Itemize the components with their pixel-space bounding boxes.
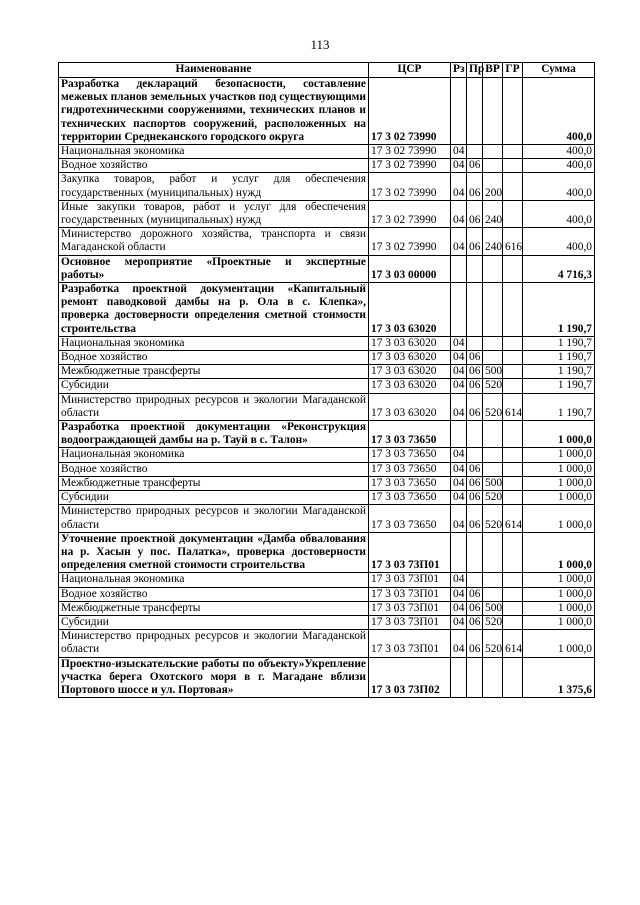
cell-csr: 17 3 03 63020: [369, 283, 451, 337]
cell-csr: 17 3 02 73990: [369, 228, 451, 255]
cell-csr: 17 3 02 73990: [369, 159, 451, 173]
table-row: [59, 393, 595, 420]
cell-pr: 06: [467, 601, 483, 615]
cell-vr: [483, 78, 503, 145]
cell-pr: 06: [467, 505, 483, 532]
cell-csr: 17 3 03 73650: [369, 421, 451, 448]
cell-gr: 616: [503, 228, 523, 255]
cell-name: Субсидии: [59, 615, 369, 629]
cell-sum: 1 000,0: [523, 573, 595, 587]
cell-csr: 17 3 03 73П01: [369, 573, 451, 587]
cell-name: Министерство природных ресурсов и экологии Магаданской области: [59, 505, 369, 532]
cell-gr: [503, 200, 523, 227]
cell-vr: [483, 448, 503, 462]
cell-gr: [503, 173, 523, 200]
header-name: Наименование: [59, 63, 369, 78]
cell-rz: 04: [451, 351, 467, 365]
cell-sum: 1 190,7: [523, 336, 595, 350]
cell-sum: 1 190,7: [523, 283, 595, 337]
cell-rz: 04: [451, 200, 467, 227]
cell-name: Водное хозяйство: [59, 462, 369, 476]
table-row: [59, 448, 595, 462]
cell-vr: [483, 336, 503, 350]
cell-name: Водное хозяйство: [59, 587, 369, 601]
cell-vr: [483, 159, 503, 173]
table-row: [59, 283, 595, 337]
cell-rz: [451, 657, 467, 698]
cell-name: Министерство природных ресурсов и экологии Магаданской области: [59, 630, 369, 657]
cell-name: Межбюджетные трансферты: [59, 476, 369, 490]
cell-vr: [483, 587, 503, 601]
cell-sum: 1 000,0: [523, 615, 595, 629]
cell-gr: [503, 379, 523, 393]
cell-sum: 400,0: [523, 78, 595, 145]
table-row: [59, 476, 595, 490]
header-vr: ВР: [483, 63, 503, 78]
table-row: [59, 505, 595, 532]
table-body: [59, 78, 595, 698]
cell-csr: 17 3 03 73650: [369, 491, 451, 505]
table-row: [59, 365, 595, 379]
cell-gr: [503, 365, 523, 379]
cell-csr: 17 3 03 73П01: [369, 630, 451, 657]
table-row: [59, 159, 595, 173]
cell-gr: [503, 145, 523, 159]
cell-csr: 17 3 02 73990: [369, 78, 451, 145]
cell-sum: 1 000,0: [523, 476, 595, 490]
cell-csr: 17 3 03 63020: [369, 336, 451, 350]
cell-pr: [467, 283, 483, 337]
cell-rz: [451, 255, 467, 282]
cell-pr: 06: [467, 630, 483, 657]
cell-name: Министерство дорожного хозяйства, транспорта и связи Магаданской области: [59, 228, 369, 255]
header-csr: ЦСР: [369, 63, 451, 78]
cell-name: Уточнение проектной документации «Дамба обвалования на р. Хасын у пос. Палатка», проверка достоверности определения сметной стоимости строительства: [59, 532, 369, 573]
cell-csr: 17 3 02 73990: [369, 145, 451, 159]
cell-name: Разработка деклараций безопасности, составление межевых планов земельных участков под существующими гидротехническими сооружениями, технических планов и технических паспортов сооружений, расположенных на территории Среднеканского городского округа: [59, 78, 369, 145]
cell-pr: [467, 255, 483, 282]
cell-rz: 04: [451, 587, 467, 601]
cell-vr: 500: [483, 365, 503, 379]
cell-csr: 17 3 03 63020: [369, 379, 451, 393]
cell-name: Водное хозяйство: [59, 351, 369, 365]
cell-csr: 17 3 02 73990: [369, 173, 451, 200]
cell-vr: [483, 532, 503, 573]
table-row: [59, 173, 595, 200]
cell-csr: 17 3 03 73650: [369, 462, 451, 476]
table-row: [59, 228, 595, 255]
cell-sum: 1 375,6: [523, 657, 595, 698]
cell-rz: 04: [451, 601, 467, 615]
cell-gr: [503, 462, 523, 476]
cell-gr: 614: [503, 630, 523, 657]
table-row: [59, 255, 595, 282]
cell-rz: 04: [451, 630, 467, 657]
cell-name: Основное мероприятие «Проектные и экспертные работы»: [59, 255, 369, 282]
header-sum: Сумма: [523, 63, 595, 78]
cell-vr: 520: [483, 615, 503, 629]
cell-name: Разработка проектной документации «Капитальный ремонт паводковой дамбы на р. Ола в с. Клепка», проверка достоверности определения сметной стоимости строительства: [59, 283, 369, 337]
cell-name: Иные закупки товаров, работ и услуг для обеспечения государственных (муниципальных) нужд: [59, 200, 369, 227]
cell-rz: 04: [451, 448, 467, 462]
cell-pr: [467, 421, 483, 448]
cell-name: Национальная экономика: [59, 336, 369, 350]
table-row: [59, 336, 595, 350]
cell-rz: 04: [451, 615, 467, 629]
cell-sum: 1 190,7: [523, 365, 595, 379]
cell-name: Проектно-изыскательские работы по объекту»Укрепление участка берега Охотского моря в г. Магадане вблизи Портового шоссе и ул. Портовая»: [59, 657, 369, 698]
cell-rz: [451, 283, 467, 337]
cell-pr: [467, 657, 483, 698]
cell-name: Водное хозяйство: [59, 159, 369, 173]
cell-csr: 17 3 03 00000: [369, 255, 451, 282]
table-row: [59, 532, 595, 573]
cell-rz: 04: [451, 505, 467, 532]
cell-rz: 04: [451, 573, 467, 587]
cell-pr: 06: [467, 393, 483, 420]
header-rz: Рз: [451, 63, 467, 78]
cell-gr: [503, 491, 523, 505]
cell-csr: 17 3 03 73П01: [369, 587, 451, 601]
cell-pr: 06: [467, 491, 483, 505]
cell-vr: [483, 462, 503, 476]
cell-name: Субсидии: [59, 491, 369, 505]
cell-pr: 06: [467, 173, 483, 200]
cell-pr: 06: [467, 476, 483, 490]
cell-vr: 240: [483, 228, 503, 255]
cell-pr: 06: [467, 587, 483, 601]
cell-sum: 1 190,7: [523, 351, 595, 365]
cell-sum: 1 000,0: [523, 491, 595, 505]
cell-gr: [503, 255, 523, 282]
cell-name: Закупка товаров, работ и услуг для обеспечения государственных (муниципальных) нужд: [59, 173, 369, 200]
cell-rz: 04: [451, 491, 467, 505]
table-row: [59, 615, 595, 629]
cell-name: Межбюджетные трансферты: [59, 601, 369, 615]
cell-csr: 17 3 02 73990: [369, 200, 451, 227]
cell-sum: 1 000,0: [523, 532, 595, 573]
table-header-row: [59, 63, 595, 78]
cell-gr: [503, 159, 523, 173]
table-row: [59, 421, 595, 448]
header-gr: ГР: [503, 63, 523, 78]
cell-vr: 500: [483, 476, 503, 490]
cell-pr: 06: [467, 159, 483, 173]
table-row: [59, 657, 595, 698]
cell-gr: [503, 336, 523, 350]
table-row: [59, 462, 595, 476]
cell-pr: 06: [467, 228, 483, 255]
cell-gr: [503, 476, 523, 490]
cell-rz: [451, 78, 467, 145]
cell-pr: 06: [467, 615, 483, 629]
cell-gr: 614: [503, 393, 523, 420]
cell-sum: 1 000,0: [523, 505, 595, 532]
cell-gr: [503, 532, 523, 573]
cell-gr: [503, 601, 523, 615]
cell-csr: 17 3 03 63020: [369, 351, 451, 365]
cell-sum: 400,0: [523, 159, 595, 173]
cell-pr: [467, 78, 483, 145]
cell-sum: 400,0: [523, 145, 595, 159]
cell-name: Разработка проектной документации «Реконструкция водоограждающей дамбы на р. Тауй в с. Талон»: [59, 421, 369, 448]
table-row: [59, 601, 595, 615]
table-row: [59, 145, 595, 159]
cell-csr: 17 3 03 73П01: [369, 601, 451, 615]
cell-rz: 04: [451, 393, 467, 420]
cell-gr: [503, 421, 523, 448]
cell-name: Национальная экономика: [59, 145, 369, 159]
table-row: [59, 573, 595, 587]
cell-pr: [467, 336, 483, 350]
cell-name: Субсидии: [59, 379, 369, 393]
cell-gr: [503, 657, 523, 698]
cell-gr: [503, 448, 523, 462]
cell-name: Министерство природных ресурсов и экологии Магаданской области: [59, 393, 369, 420]
cell-sum: 1 000,0: [523, 462, 595, 476]
cell-csr: 17 3 03 73П01: [369, 532, 451, 573]
cell-vr: 520: [483, 505, 503, 532]
cell-csr: 17 3 03 73650: [369, 448, 451, 462]
cell-rz: 04: [451, 228, 467, 255]
table-row: [59, 491, 595, 505]
cell-pr: [467, 145, 483, 159]
cell-sum: 400,0: [523, 228, 595, 255]
cell-rz: 04: [451, 173, 467, 200]
cell-vr: [483, 255, 503, 282]
cell-rz: 04: [451, 462, 467, 476]
cell-vr: [483, 573, 503, 587]
cell-name: Национальная экономика: [59, 573, 369, 587]
cell-rz: 04: [451, 336, 467, 350]
cell-csr: 17 3 03 63020: [369, 365, 451, 379]
cell-gr: [503, 615, 523, 629]
cell-gr: [503, 573, 523, 587]
table-row: [59, 630, 595, 657]
cell-pr: [467, 532, 483, 573]
cell-sum: 1 190,7: [523, 379, 595, 393]
cell-rz: [451, 421, 467, 448]
cell-vr: 520: [483, 379, 503, 393]
cell-pr: [467, 573, 483, 587]
cell-sum: 4 716,3: [523, 255, 595, 282]
cell-vr: [483, 283, 503, 337]
cell-vr: 520: [483, 491, 503, 505]
cell-rz: 04: [451, 476, 467, 490]
cell-vr: [483, 657, 503, 698]
cell-sum: 1 000,0: [523, 448, 595, 462]
cell-sum: 1 000,0: [523, 601, 595, 615]
cell-vr: [483, 421, 503, 448]
header-pr: Пр: [467, 63, 483, 78]
cell-sum: 1 190,7: [523, 393, 595, 420]
cell-gr: [503, 351, 523, 365]
cell-rz: 04: [451, 145, 467, 159]
cell-sum: 400,0: [523, 200, 595, 227]
cell-csr: 17 3 03 73650: [369, 505, 451, 532]
cell-name: Межбюджетные трансферты: [59, 365, 369, 379]
cell-pr: 06: [467, 365, 483, 379]
cell-vr: 520: [483, 393, 503, 420]
cell-sum: 1 000,0: [523, 421, 595, 448]
cell-gr: [503, 78, 523, 145]
table-row: [59, 379, 595, 393]
table-row: [59, 78, 595, 145]
cell-vr: [483, 145, 503, 159]
cell-sum: 400,0: [523, 173, 595, 200]
cell-sum: 1 000,0: [523, 630, 595, 657]
cell-vr: [483, 351, 503, 365]
cell-sum: 1 000,0: [523, 587, 595, 601]
cell-rz: 04: [451, 365, 467, 379]
cell-pr: 06: [467, 379, 483, 393]
cell-vr: 500: [483, 601, 503, 615]
cell-rz: [451, 532, 467, 573]
cell-name: Национальная экономика: [59, 448, 369, 462]
cell-vr: 200: [483, 173, 503, 200]
cell-rz: 04: [451, 379, 467, 393]
table-row: [59, 351, 595, 365]
cell-pr: 06: [467, 200, 483, 227]
table-row: [59, 587, 595, 601]
cell-csr: 17 3 03 63020: [369, 393, 451, 420]
cell-csr: 17 3 03 73650: [369, 476, 451, 490]
budget-table: [58, 62, 595, 698]
cell-pr: 06: [467, 462, 483, 476]
cell-vr: 240: [483, 200, 503, 227]
cell-pr: [467, 448, 483, 462]
table-row: [59, 200, 595, 227]
page-number: 113: [310, 37, 330, 52]
cell-rz: 04: [451, 159, 467, 173]
cell-csr: 17 3 03 73П01: [369, 615, 451, 629]
cell-csr: 17 3 03 73П02: [369, 657, 451, 698]
cell-gr: [503, 587, 523, 601]
cell-pr: 06: [467, 351, 483, 365]
cell-vr: 520: [483, 630, 503, 657]
cell-gr: 614: [503, 505, 523, 532]
cell-gr: [503, 283, 523, 337]
